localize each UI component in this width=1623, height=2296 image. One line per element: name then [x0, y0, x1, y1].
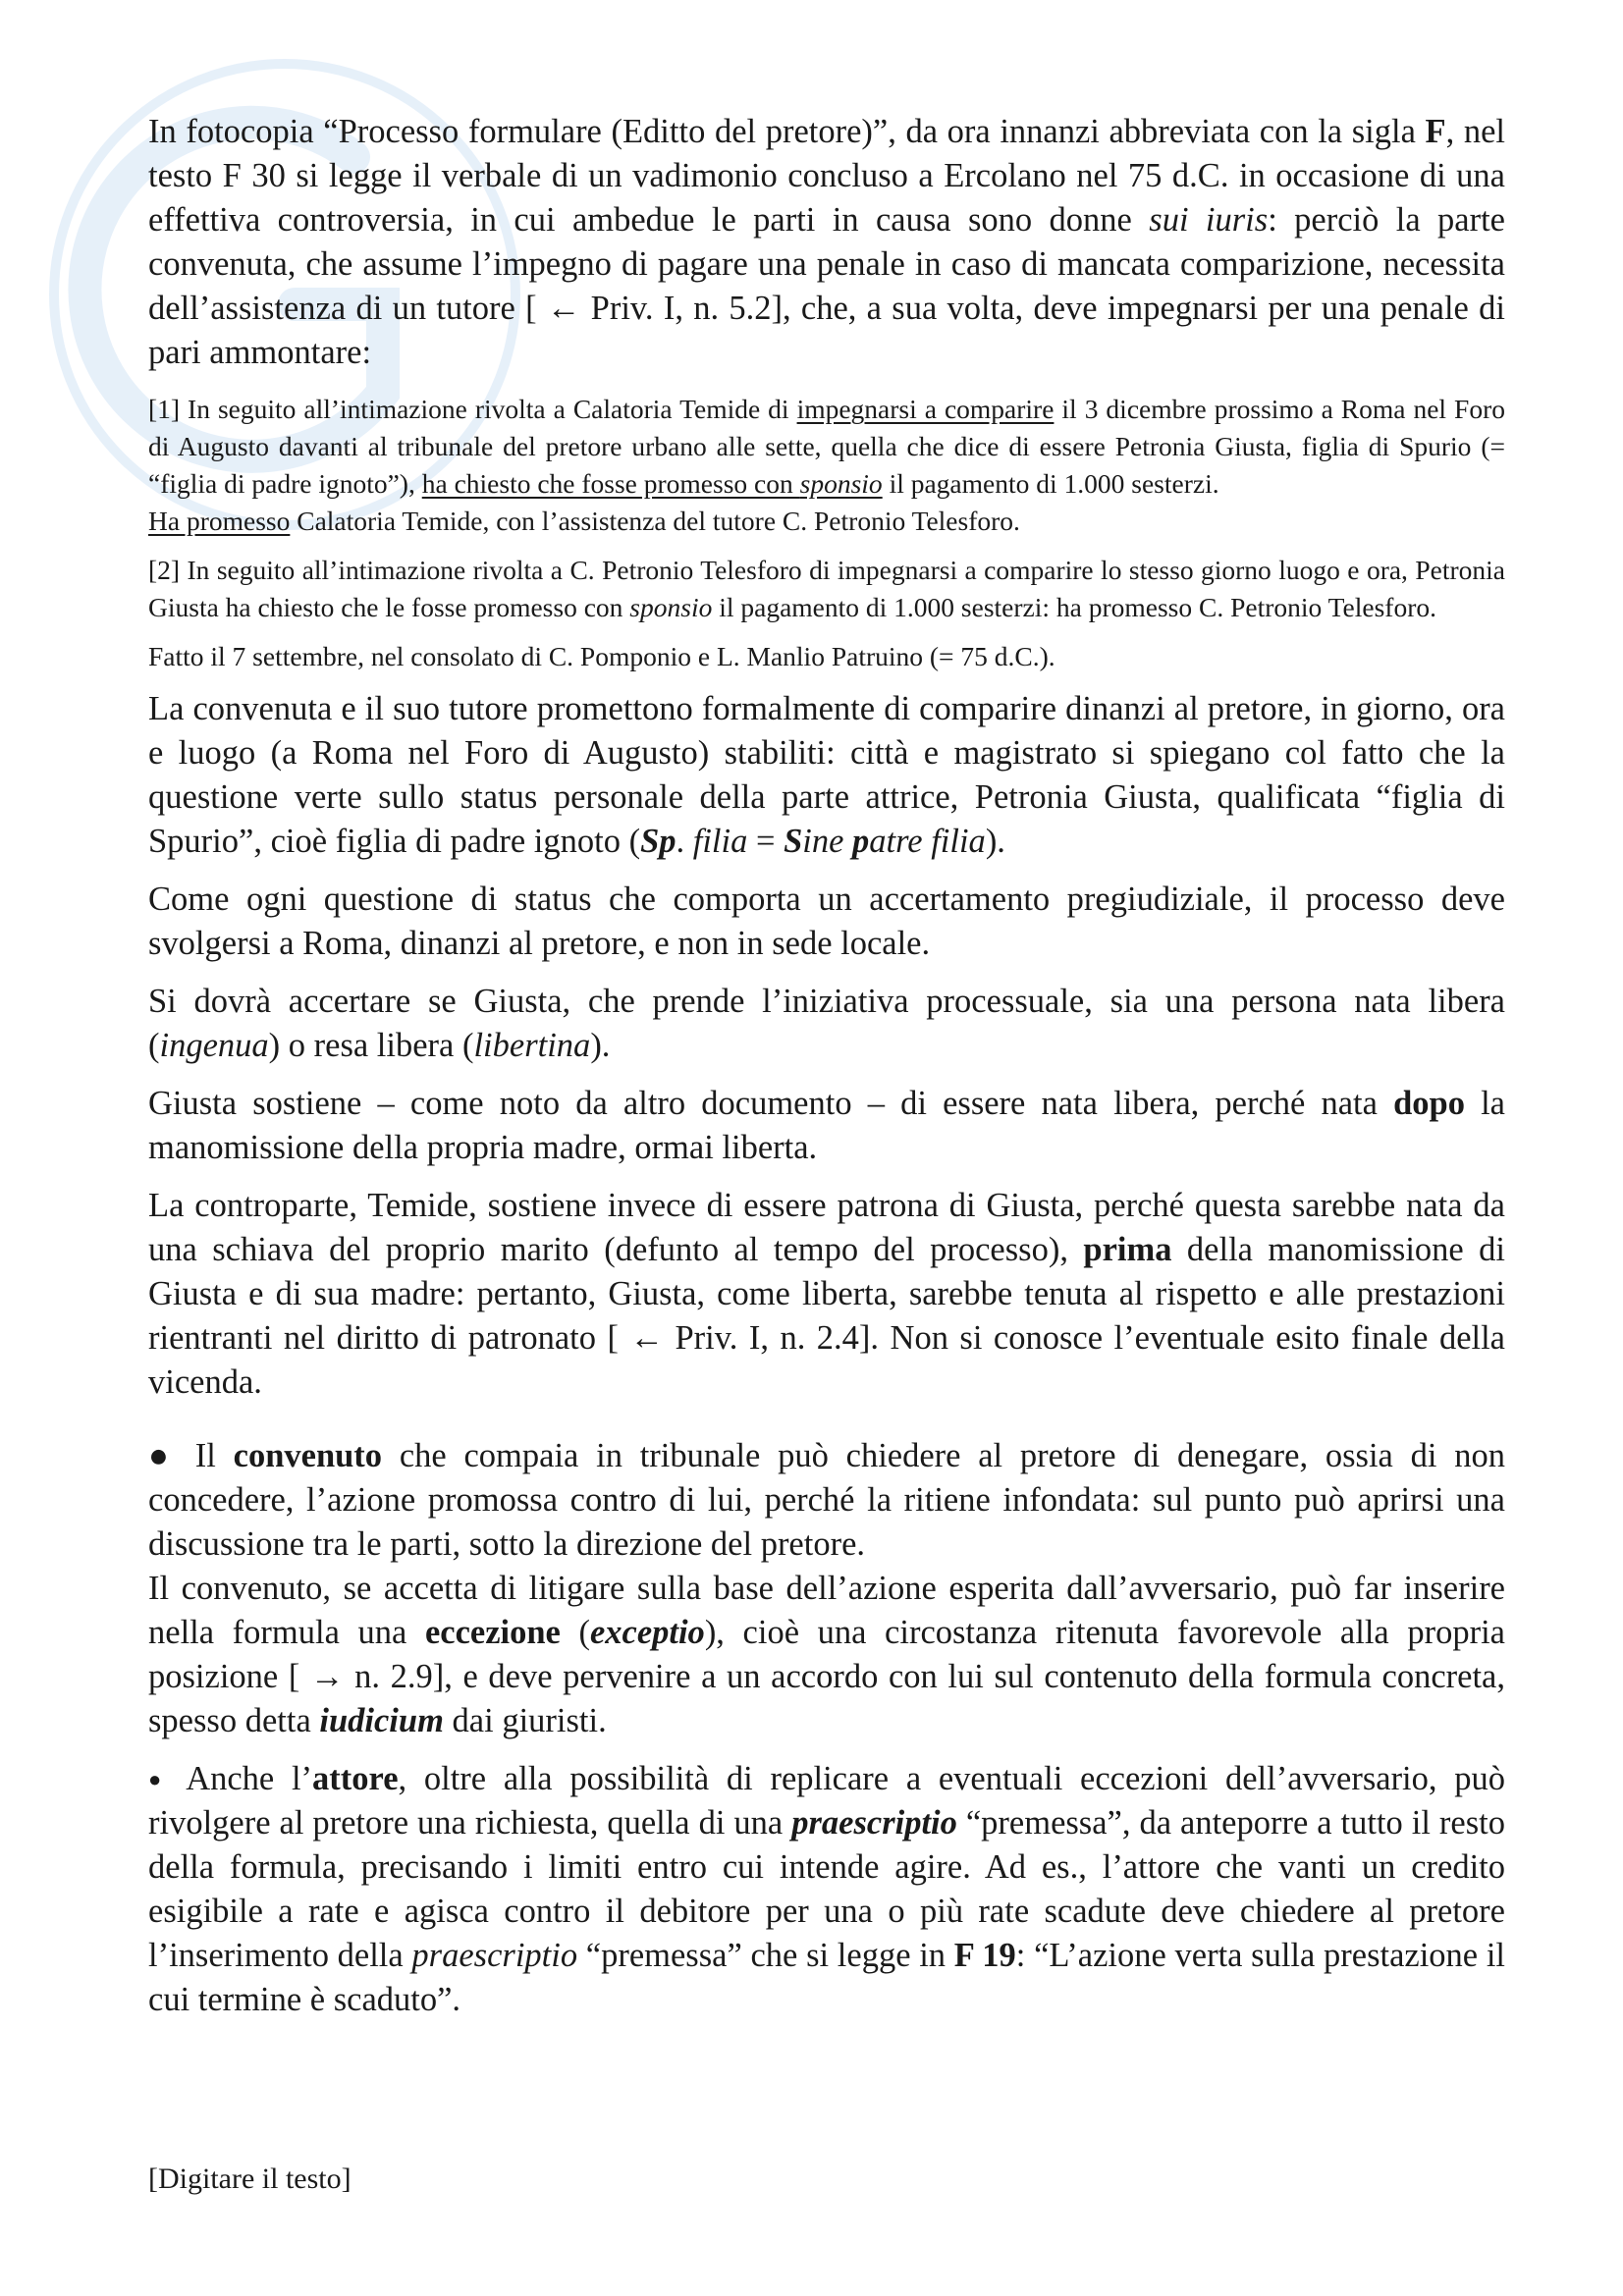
paragraph-status: Come ogni questione di status che comporta un accertamento pregiudiziale, il processo deve svolgersi a Roma, dinanzi al pretore, e non in sede locale. — [148, 881, 1505, 962]
document-body — [148, 110, 1505, 2022]
footer-placeholder: [Digitare il testo] — [148, 2163, 352, 2195]
paragraph-convenuta: La convenuta e il suo tutore promettono formalmente di comparire dinanzi al pretore, in giorno, ora e luogo (a Roma nel Foro di Augusto) stabiliti: città e magistrato si spiegano col fatto che la questione verte sullo status personale della parte attrice, Petronia Giusta, qualificata “figlia di Spurio”, cioè figlia di padre ignoto (Sp. filia = Sine patre filia). — [148, 690, 1505, 860]
quote-paragraph-1: [1] In seguito all’intimazione rivolta a Calatoria Temide di impegnarsi a comparire il 3 dicembre prossimo a Roma nel Foro di Augusto davanti al tribunale del pretore urbano alle sette, quella che dice di essere Petronia Giusta, figlia di Spurio (= “figlia di padre ignoto”), ha chiesto che fosse promesso con sponsio il pagamento di 1.000 sesterzi. Ha promesso Calatoria Temide, con l’assistenza del tutore C. Petronio Telesforo. — [148, 394, 1505, 536]
paragraph-giusta: Giusta sostiene – come noto da altro documento – di essere nata libera, perché nata dopo la manomissione della propria madre, ormai liberta. — [148, 1085, 1505, 1166]
paragraph-eccezione: Il convenuto, se accetta di litigare sulla base dell’azione esperita dall’avversario, può far inserire nella formula una eccezione (exceptio), cioè una circostanza ritenuta favorevole alla propria posizione [ → n. 2.9], e deve pervenire a un accordo con lui sul contenuto della formula concreta, spesso detta iudicium dai giuristi. — [148, 1570, 1505, 1739]
paragraph-convenuto: ● Il convenuto che compaia in tribunale può chiedere al pretore di denegare, ossia di non concedere, l’azione promossa contro di lui, perché la ritiene infondata: sul punto può aprirsi una discussione tra le parti, sotto la direzione del pretore. — [148, 1437, 1506, 1563]
bullet-icon: ● — [148, 1437, 178, 1474]
paragraph-accertare: Si dovrà accertare se Giusta, che prende l’iniziativa processuale, sia una persona nata libera (ingenua) o resa libera (libertina). — [148, 983, 1505, 1064]
bullet-icon: ● — [148, 1767, 171, 1791]
paragraph-attore: ● Anche l’attore, oltre alla possibilità di replicare a eventuali eccezioni dell’avversario, può rivolgere al pretore una richiesta, quella di una praescriptio “premessa”, da anteporre a tutto il resto della formula, precisando i limiti entro cui intende agire. Ad es., l’attore che vanti un credito esigibile a rate e agisca contro il debitore per una o più rate scadute deve chiedere al pretore l’inserimento della praescriptio “premessa” che si legge in F 19: “L’azione verta sulla prestazione il cui termine è scaduto”. — [148, 1760, 1505, 2018]
paragraph-controparte: La controparte, Temide, sostiene invece di essere patrona di Giusta, perché questa sarebbe nata da una schiava del proprio marito (defunto al tempo del processo), prima della manomissione di Giusta e di sua madre: pertanto, Giusta, come liberta, sarebbe tenuta al rispetto e alle prestazioni rientranti nel diritto di patronato [ ← Priv. I, n. 2.4]. Non si conosce l’eventuale esito finale della vicenda. — [148, 1187, 1506, 1401]
quote-paragraph-2: [2] In seguito all’intimazione rivolta a C. Petronio Telesforo di impegnarsi a comparire lo stesso giorno luogo e ora, Petronia Giusta ha chiesto che le fosse promesso con sponsio il pagamento di 1.000 sesterzi: ha promesso C. Petronio Telesforo. — [148, 555, 1505, 622]
quote-date-line: Fatto il 7 settembre, nel consolato di C. Pomponio e L. Manlio Patruino (= 75 d.C.). — [148, 641, 1055, 671]
intro-paragraph: In fotocopia “Processo formulare (Editto del pretore)”, da ora innanzi abbreviata con la sigla F, nel testo F 30 si legge il verbale di un vadimonio concluso a Ercolano nel 75 d.C. in occasione di una effettiva controversia, in cui ambedue le parti in causa sono donne sui iuris: perciò la parte convenuta, che assume l’impegno di pagare una penale in caso di mancata comparizione, necessita dell’assistenza di un tutore [ ← Priv. I, n. 5.2], che, a sua volta, deve impegnarsi per una penale di pari ammontare: — [148, 113, 1505, 371]
